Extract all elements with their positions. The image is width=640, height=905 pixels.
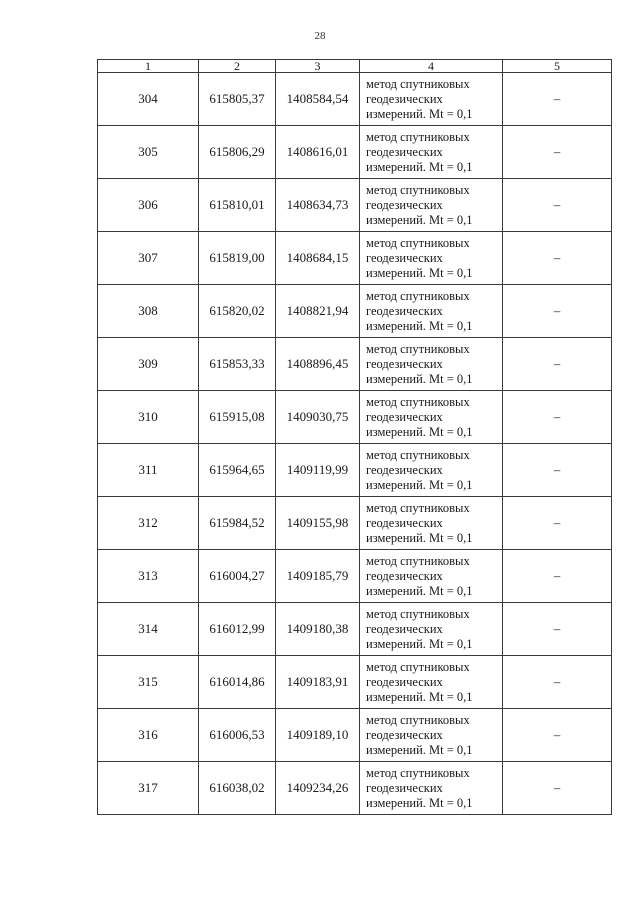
cell-y-coordinate: 1408634,73 bbox=[276, 179, 360, 232]
cell-y-coordinate: 1409234,26 bbox=[276, 762, 360, 815]
table-row bbox=[98, 73, 612, 126]
cell-method: метод спутниковых геодезических измерений. Mt = 0,1 bbox=[360, 232, 503, 285]
cell-y-coordinate: 1408616,01 bbox=[276, 126, 360, 179]
table-row bbox=[98, 497, 612, 550]
table-row bbox=[98, 285, 612, 338]
header-row bbox=[98, 60, 612, 73]
cell-x-coordinate: 616012,99 bbox=[199, 603, 276, 656]
cell-point-number: 310 bbox=[98, 391, 199, 444]
cell-y-coordinate: 1408821,94 bbox=[276, 285, 360, 338]
table-row bbox=[98, 656, 612, 709]
cell-y-coordinate: 1409185,79 bbox=[276, 550, 360, 603]
cell-point-number: 305 bbox=[98, 126, 199, 179]
cell-method: метод спутниковых геодезических измерений. Mt = 0,1 bbox=[360, 444, 503, 497]
cell-x-coordinate: 615915,08 bbox=[199, 391, 276, 444]
page-number: 28 bbox=[314, 30, 326, 42]
cell-point-number: 304 bbox=[98, 73, 199, 126]
cell-point-number: 315 bbox=[98, 656, 199, 709]
cell-note: – bbox=[503, 391, 612, 444]
cell-method: метод спутниковых геодезических измерений. Mt = 0,1 bbox=[360, 497, 503, 550]
cell-point-number: 313 bbox=[98, 550, 199, 603]
cell-note: – bbox=[503, 338, 612, 391]
table-row bbox=[98, 232, 612, 285]
cell-x-coordinate: 616006,53 bbox=[199, 709, 276, 762]
cell-point-number: 311 bbox=[98, 444, 199, 497]
cell-y-coordinate: 1409030,75 bbox=[276, 391, 360, 444]
cell-note: – bbox=[503, 603, 612, 656]
column-header-5: 5 bbox=[503, 60, 612, 73]
cell-note: – bbox=[503, 126, 612, 179]
cell-method: метод спутниковых геодезических измерений. Mt = 0,1 bbox=[360, 656, 503, 709]
cell-point-number: 309 bbox=[98, 338, 199, 391]
table-row bbox=[98, 338, 612, 391]
column-header-2: 2 bbox=[199, 60, 276, 73]
cell-point-number: 317 bbox=[98, 762, 199, 815]
cell-point-number: 314 bbox=[98, 603, 199, 656]
cell-method: метод спутниковых геодезических измерений. Mt = 0,1 bbox=[360, 285, 503, 338]
cell-note: – bbox=[503, 709, 612, 762]
cell-y-coordinate: 1408896,45 bbox=[276, 338, 360, 391]
cell-x-coordinate: 616014,86 bbox=[199, 656, 276, 709]
cell-note: – bbox=[503, 762, 612, 815]
table-row bbox=[98, 126, 612, 179]
cell-point-number: 312 bbox=[98, 497, 199, 550]
cell-note: – bbox=[503, 656, 612, 709]
cell-y-coordinate: 1409183,91 bbox=[276, 656, 360, 709]
cell-method: метод спутниковых геодезических измерений. Mt = 0,1 bbox=[360, 550, 503, 603]
cell-y-coordinate: 1409189,10 bbox=[276, 709, 360, 762]
column-header-4: 4 bbox=[360, 60, 503, 73]
cell-note: – bbox=[503, 550, 612, 603]
cell-note: – bbox=[503, 285, 612, 338]
cell-point-number: 306 bbox=[98, 179, 199, 232]
cell-note: – bbox=[503, 497, 612, 550]
cell-y-coordinate: 1409119,99 bbox=[276, 444, 360, 497]
cell-note: – bbox=[503, 73, 612, 126]
table-row bbox=[98, 179, 612, 232]
cell-method: метод спутниковых геодезических измерений. Mt = 0,1 bbox=[360, 709, 503, 762]
cell-x-coordinate: 615984,52 bbox=[199, 497, 276, 550]
cell-method: метод спутниковых геодезических измерений. Mt = 0,1 bbox=[360, 73, 503, 126]
cell-point-number: 308 bbox=[98, 285, 199, 338]
table-body bbox=[98, 73, 612, 815]
cell-x-coordinate: 615964,65 bbox=[199, 444, 276, 497]
table-row bbox=[98, 603, 612, 656]
cell-point-number: 316 bbox=[98, 709, 199, 762]
cell-method: метод спутниковых геодезических измерений. Mt = 0,1 bbox=[360, 338, 503, 391]
cell-method: метод спутниковых геодезических измерений. Mt = 0,1 bbox=[360, 762, 503, 815]
cell-point-number: 307 bbox=[98, 232, 199, 285]
column-header-1: 1 bbox=[98, 60, 199, 73]
cell-x-coordinate: 615853,33 bbox=[199, 338, 276, 391]
cell-y-coordinate: 1408584,54 bbox=[276, 73, 360, 126]
table-row bbox=[98, 444, 612, 497]
coordinates-table bbox=[97, 59, 612, 815]
table-row bbox=[98, 391, 612, 444]
table-row bbox=[98, 762, 612, 815]
cell-x-coordinate: 615805,37 bbox=[199, 73, 276, 126]
cell-method: метод спутниковых геодезических измерений. Mt = 0,1 bbox=[360, 179, 503, 232]
table-row bbox=[98, 550, 612, 603]
cell-x-coordinate: 615810,01 bbox=[199, 179, 276, 232]
cell-y-coordinate: 1408684,15 bbox=[276, 232, 360, 285]
cell-x-coordinate: 616004,27 bbox=[199, 550, 276, 603]
cell-method: метод спутниковых геодезических измерений. Mt = 0,1 bbox=[360, 603, 503, 656]
cell-method: метод спутниковых геодезических измерений. Mt = 0,1 bbox=[360, 391, 503, 444]
cell-x-coordinate: 616038,02 bbox=[199, 762, 276, 815]
table-row bbox=[98, 709, 612, 762]
cell-y-coordinate: 1409180,38 bbox=[276, 603, 360, 656]
cell-y-coordinate: 1409155,98 bbox=[276, 497, 360, 550]
cell-x-coordinate: 615820,02 bbox=[199, 285, 276, 338]
cell-method: метод спутниковых геодезических измерений. Mt = 0,1 bbox=[360, 126, 503, 179]
column-header-3: 3 bbox=[276, 60, 360, 73]
cell-x-coordinate: 615819,00 bbox=[199, 232, 276, 285]
cell-x-coordinate: 615806,29 bbox=[199, 126, 276, 179]
cell-note: – bbox=[503, 444, 612, 497]
cell-note: – bbox=[503, 179, 612, 232]
cell-note: – bbox=[503, 232, 612, 285]
